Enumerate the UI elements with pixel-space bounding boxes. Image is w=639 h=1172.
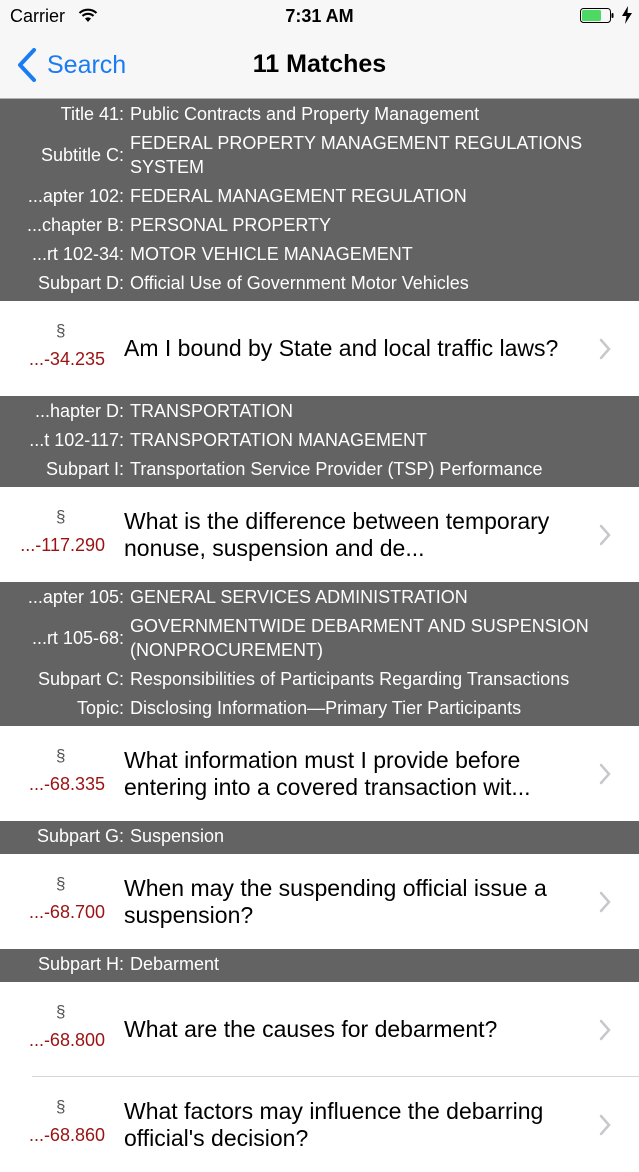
chevron-right-icon [599, 1114, 611, 1136]
section-number-label: ...-68.800 [28, 1030, 105, 1050]
header-value: FEDERAL PROPERTY MANAGEMENT REGULATIONS SYSTEM [130, 133, 583, 177]
header-label: ...apter 105: [27, 587, 124, 607]
section-number [0, 301, 124, 396]
header-row [0, 694, 639, 723]
section-number-label: ...-68.335 [28, 774, 105, 794]
section-header [0, 821, 639, 854]
item-title: What is the difference between temporary nonuse, suspension and de... [124, 507, 550, 561]
section-symbol: § [56, 746, 66, 765]
header-row [0, 269, 639, 298]
header-row [0, 612, 639, 665]
page-title: 11 Matches [252, 50, 387, 78]
status-bar [0, 0, 639, 32]
header-value: TRANSPORTATION MANAGEMENT [130, 430, 428, 450]
section-header [0, 582, 639, 726]
item-title: What information must I provide before entering into a covered transaction wit... [124, 746, 531, 800]
section-symbol: § [56, 507, 66, 526]
list-item[interactable] [0, 1077, 639, 1172]
header-value: MOTOR VEHICLE MANAGEMENT [130, 244, 413, 264]
item-title: What are the causes for debarment? [124, 1016, 498, 1042]
back-button-label: Search [47, 50, 127, 79]
item-title: When may the suspending official issue a suspension? [124, 874, 547, 928]
header-label: Subpart H: [37, 954, 124, 974]
section-symbol: § [56, 1002, 66, 1021]
header-label: ...hapter D: [34, 401, 124, 421]
section-symbol: § [56, 874, 66, 893]
header-value: Transportation Service Provider (TSP) Performance [130, 459, 543, 479]
header-label: Topic: [76, 698, 124, 718]
list-item[interactable] [0, 982, 639, 1077]
section-number [0, 854, 124, 949]
header-label: ...chapter B: [26, 215, 124, 235]
list-item[interactable] [0, 301, 639, 396]
chevron-right-icon [599, 891, 611, 913]
battery-icon [580, 8, 614, 23]
header-row [0, 240, 639, 269]
header-value: Public Contracts and Property Management [130, 104, 480, 124]
header-value: PERSONAL PROPERTY [130, 215, 332, 235]
header-value: GENERAL SERVICES ADMINISTRATION [130, 587, 468, 607]
header-label: ...t 102-117: [29, 430, 124, 450]
header-label: Subpart D: [37, 273, 124, 293]
section-number-label: ...-68.860 [28, 1125, 105, 1145]
header-label: Title 41: [60, 104, 124, 124]
header-value: FEDERAL MANAGEMENT REGULATION [130, 186, 467, 206]
header-value: TRANSPORTATION [130, 401, 294, 421]
item-title: Am I bound by State and local traffic laws? [124, 335, 559, 361]
charging-bolt-icon [621, 6, 633, 24]
matches-list[interactable] [0, 99, 639, 1172]
section-number-label: ...-117.290 [20, 535, 105, 555]
header-row [0, 665, 639, 694]
chevron-right-icon [599, 338, 611, 360]
header-label: ...rt 102-34: [31, 244, 124, 264]
section-header [0, 949, 639, 982]
header-value: Official Use of Government Motor Vehicles [130, 273, 469, 293]
header-label: ...rt 105-68: [31, 628, 124, 648]
header-row [0, 455, 639, 484]
chevron-right-icon [599, 1019, 611, 1041]
header-row [0, 950, 639, 979]
header-row [0, 100, 639, 129]
list-item[interactable] [0, 726, 639, 821]
header-value: Responsibilities of Participants Regarding Transactions [130, 669, 570, 689]
list-item[interactable] [0, 487, 639, 582]
header-row [0, 397, 639, 426]
header-label: Subpart C: [37, 669, 124, 689]
chevron-right-icon [599, 524, 611, 546]
section-number-label: ...-68.700 [28, 902, 105, 922]
header-label: ...apter 102: [27, 186, 124, 206]
carrier-label: Carrier [10, 6, 66, 26]
section-symbol: § [56, 321, 66, 340]
section-number [0, 487, 124, 582]
header-row [0, 129, 639, 182]
item-title: What factors may influence the debarring official's decision? [124, 1097, 544, 1151]
section-number [0, 982, 124, 1077]
header-label: Subpart G: [36, 826, 124, 846]
header-value: Debarment [130, 954, 220, 974]
section-number [0, 1077, 124, 1172]
section-number [0, 726, 124, 821]
navigation-bar [0, 32, 639, 99]
header-value: Suspension [130, 826, 225, 846]
header-row [0, 583, 639, 612]
list-item[interactable] [0, 854, 639, 949]
header-value: GOVERNMENTWIDE DEBARMENT AND SUSPENSION (NONPROCUREMENT) [130, 616, 589, 660]
status-time: 7:31 AM [285, 6, 354, 26]
header-row [0, 211, 639, 240]
section-symbol: § [56, 1097, 66, 1116]
section-header [0, 396, 639, 487]
header-row [0, 426, 639, 455]
section-header [0, 99, 639, 301]
header-value: Disclosing Information—Primary Tier Participants [130, 698, 522, 718]
header-label: Subtitle C: [40, 145, 124, 165]
header-row [0, 822, 639, 851]
chevron-right-icon [599, 763, 611, 785]
header-row [0, 182, 639, 211]
section-number-label: ...-34.235 [28, 349, 105, 369]
header-label: Subpart I: [45, 459, 124, 479]
